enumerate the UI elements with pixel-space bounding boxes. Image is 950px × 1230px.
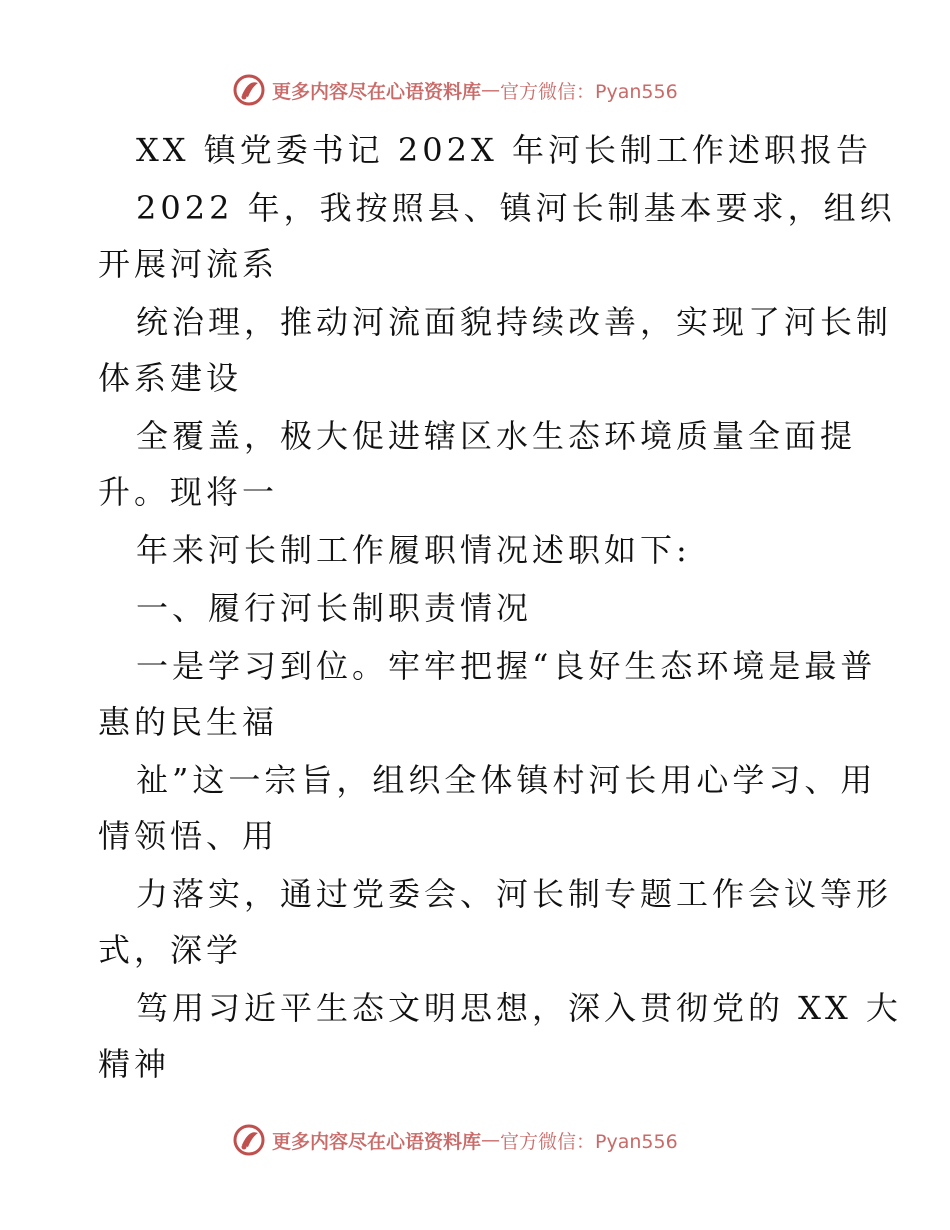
paragraph-line: 笃用习近平生态文明思想，深入贯彻党的 XX 大 <box>136 989 902 1027</box>
watermark-banner-top <box>232 70 712 110</box>
watermark-main-text: 更多内容尽在心语资料库 <box>272 80 482 103</box>
section-heading: 一、履行河长制职责情况 <box>136 589 533 627</box>
watermark-main-text: 更多内容尽在心语资料库 <box>272 1130 482 1153</box>
watermark-wechat-text: 官方微信：Pyan556 <box>500 1130 678 1153</box>
paragraph-line: 统治理，推动河流面貌持续改善，实现了河长制 <box>136 303 893 341</box>
paragraph-line: 情领悟、用 <box>98 817 279 855</box>
paragraph-line: 体系建设 <box>98 359 243 397</box>
paragraph-line: 全覆盖，极大促进辖区水生态环境质量全面提 <box>136 417 857 455</box>
paragraph-line: 力落实，通过党委会、河长制专题工作会议等形 <box>136 875 893 913</box>
paragraph-line: 惠的民生福 <box>98 703 279 741</box>
watermark-dash: — <box>481 79 501 101</box>
paragraph-line: 开展河流系 <box>98 245 279 283</box>
watermark-wechat-text: 官方微信：Pyan556 <box>500 80 678 103</box>
paragraph-line: 一是学习到位。牢牢把握“良好生态环境是最普 <box>136 647 877 685</box>
watermark-banner-bottom <box>232 1120 712 1160</box>
paragraph-line: 式，深学 <box>98 931 243 969</box>
paragraph-line: 精神 <box>98 1045 171 1083</box>
watermark-dash: — <box>481 1129 501 1151</box>
paragraph-line: 年来河长制工作履职情况述职如下: <box>136 531 691 569</box>
document-title: XX 镇党委书记 202X 年河长制工作述职报告 <box>136 131 872 169</box>
red-circle-logo-icon <box>232 73 266 107</box>
paragraph-line: 2022 年，我按照县、镇河长制基本要求，组织 <box>136 189 896 227</box>
red-circle-logo-icon <box>232 1123 266 1157</box>
paragraph-line: 祉”这一宗旨，组织全体镇村河长用心学习、用 <box>136 761 877 799</box>
paragraph-line: 升。现将一 <box>98 473 279 511</box>
